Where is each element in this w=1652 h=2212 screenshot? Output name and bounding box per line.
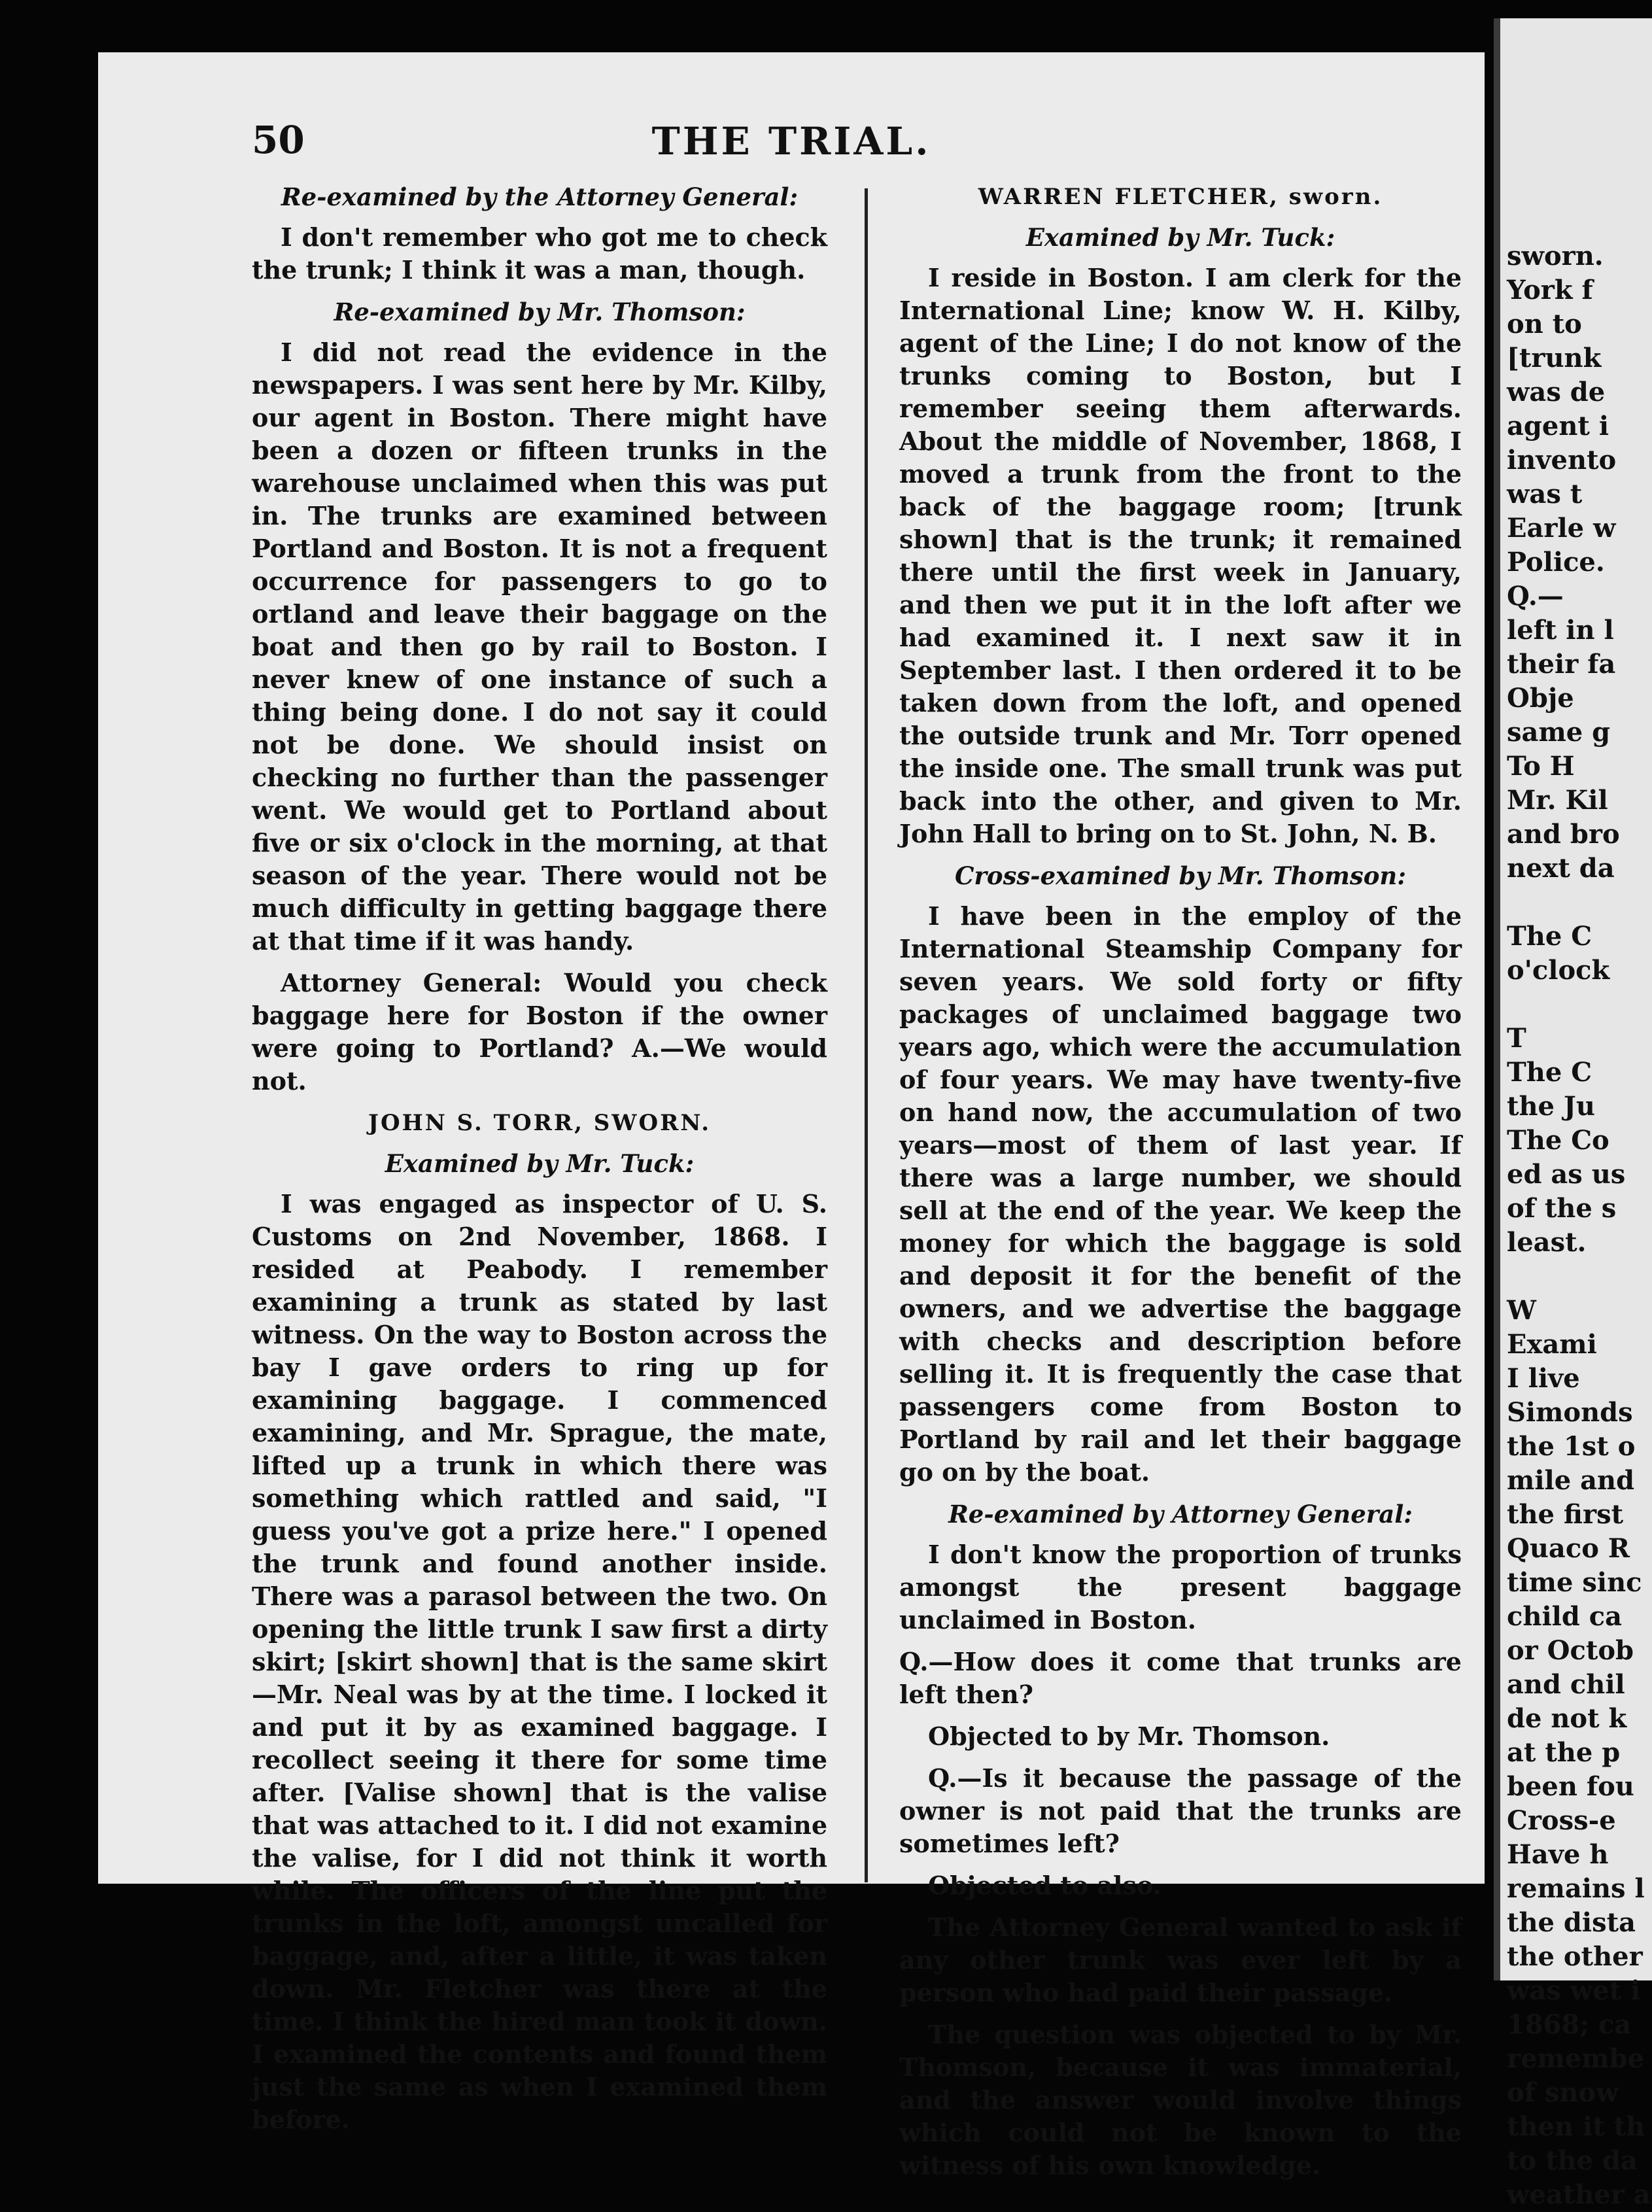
adjacent-page-line: and chil	[1507, 1669, 1625, 1700]
right-column	[899, 177, 1462, 2191]
adjacent-page-line: Police.	[1507, 547, 1605, 578]
adjacent-page-line: o'clock	[1507, 955, 1610, 986]
adjacent-page-line: The C	[1507, 1057, 1592, 1088]
section-heading: Re-examined by Attorney General:	[948, 1500, 1413, 1529]
paragraph: I have been in the employ of the International Steamship Company for seven years. We sold forty or fifty packages of unclaimed baggage two years ago, which were the accumulation of four years. We may have twenty-five on hand now, the accumulation of two years—most of them of last year. If there was a large number, we should sell at the end of the year. We keep the money for which the baggage is sold and deposit it for the benefit of the owners, and we advertise the baggage with checks and description before selling it. It is frequently the case that passengers come from Boston to Portland by rail and let their baggage go on by the boat.	[899, 901, 1462, 1487]
adjacent-page-line: York f	[1507, 275, 1593, 305]
book-page	[98, 52, 1485, 2180]
adjacent-page-line	[1507, 886, 1651, 920]
adjacent-page-line: the other	[1507, 1941, 1643, 1972]
paragraph: I reside in Boston. I am clerk for the International Line; know W. H. Kilby, agent of the Line; I do not know of the trunks coming to Boston, but I remember seeing them afterwards. About the middle of November, 1868, I moved a trunk from the front to the back of the baggage room; [trunk shown] that is the trunk; it remained there until the first week in January, and then we put it in the loft after we had examined it. I next saw it in September last. I then ordered it to be taken down from the loft, and opened the outside trunk and Mr. Torr opened the inside one. The small trunk was put back into the other, and given to Mr. John Hall to bring on to St. John, N. B.	[899, 263, 1462, 848]
adjacent-page-line: The Co	[1507, 1125, 1609, 1156]
adjacent-page-line: Cross-e	[1507, 1805, 1616, 1836]
paragraph: I was engaged as inspector of U. S. Customs on 2nd November, 1868. I resided at Peabody. I remember examining a trunk as stated by last witness. On the way to Boston across the bay I gave orders to ring up for examining baggage. I commenced examining, and Mr. Sprague, the mate, lifted up a trunk in which there was something which rattled and said, "I guess you've got a prize here." I opened the trunk and found another inside. There was a parasol between the two. On opening the little trunk I saw first a dirty skirt; [skirt shown] that is the same skirt—Mr. Neal was by at the time. I locked it and put it by as examined baggage. I recollect seeing it there for some time after. [Valise shown] that is the valise that was attached to it. I did not examine the valise, for I did not think it worth while. The officers of the line put the trunks in the loft, amongst uncalled for baggage, and, after a little, it was taken down. Mr. Fletcher was there at the time. I think the hired man took it down. I examined the contents and found them just the same as when I examined them before.	[252, 1189, 827, 2134]
section-heading: Re-examined by Mr. Thomson:	[334, 298, 746, 326]
adjacent-page-line: least.	[1507, 1227, 1587, 1258]
adjacent-page-line: [trunk	[1507, 343, 1602, 373]
adjacent-page-line: remembe	[1507, 2043, 1645, 2074]
paragraph: Objected to by Mr. Thomson.	[928, 1721, 1330, 1751]
adjacent-page-line: Obje	[1507, 683, 1574, 714]
running-head: THE TRIAL.	[651, 119, 931, 164]
adjacent-page-line	[1507, 1260, 1651, 1294]
adjacent-page-line: remains l	[1507, 1873, 1645, 1904]
adjacent-page-line: W	[1507, 1295, 1536, 1326]
adjacent-page-line: The C	[1507, 921, 1592, 952]
paragraph: The question was objected to by Mr. Thomson, because it was immaterial, and the answer would involve things which could not be known to the witness of his own knowledge.	[899, 2020, 1462, 2180]
adjacent-page-line: child ca	[1507, 1601, 1622, 1632]
adjacent-page-line: at the p	[1507, 1737, 1621, 1768]
adjacent-page-line: was t	[1507, 479, 1583, 510]
adjacent-page-line: been fou	[1507, 1771, 1634, 1802]
adjacent-page-line: Q.—	[1507, 581, 1564, 612]
adjacent-page-line: the dista	[1507, 1907, 1636, 1938]
column-divider	[865, 188, 868, 1882]
adjacent-page-line: invento	[1507, 445, 1617, 475]
adjacent-page-line	[1507, 988, 1651, 1022]
adjacent-page-line: Simonds	[1507, 1397, 1633, 1428]
adjacent-page-line: ed as us	[1507, 1159, 1626, 1190]
witness-heading: WARREN FLETCHER, sworn.	[978, 184, 1383, 210]
adjacent-page-line: same g	[1507, 717, 1611, 748]
paragraph: Objected to also.	[928, 1871, 1162, 1900]
adjacent-page-line: To H	[1507, 751, 1575, 782]
adjacent-page-edge	[1494, 18, 1652, 2210]
adjacent-page-line: next da	[1507, 853, 1615, 884]
adjacent-page-line: to the da	[1507, 2145, 1638, 2176]
witness-heading: JOHN S. TORR, SWORN.	[368, 1110, 712, 1136]
adjacent-page-line: sworn.	[1507, 241, 1604, 271]
adjacent-page-line: the first	[1507, 1499, 1624, 1530]
adjacent-page-line: T	[1507, 1023, 1526, 1054]
adjacent-page-line: Mr. Kil	[1507, 785, 1608, 816]
adjacent-page-line: on to	[1507, 309, 1582, 339]
adjacent-page-line: Earle w	[1507, 513, 1616, 544]
paragraph: I don't know the proportion of trunks amongst the present baggage unclaimed in Boston.	[899, 1540, 1462, 1634]
adjacent-page-line: time sinc	[1507, 1567, 1642, 1598]
paragraph: I don't remember who got me to check the trunk; I think it was a man, though.	[252, 222, 827, 285]
adjacent-page-line: I live	[1507, 1363, 1580, 1394]
paragraph: Q.—Is it because the passage of the owner is not paid that the trunks are sometimes left?	[899, 1763, 1462, 1858]
adjacent-page-line: Exami	[1507, 1329, 1597, 1360]
adjacent-page-line: Quaco R	[1507, 1533, 1630, 1564]
adjacent-page-line: weather a	[1507, 2179, 1651, 2210]
paragraph: Q.—How does it come that trunks are left then?	[899, 1647, 1462, 1709]
section-heading: Examined by Mr. Tuck:	[1025, 223, 1335, 252]
section-heading: Cross-examined by Mr. Thomson:	[954, 861, 1406, 890]
paragraph: The Attorney General wanted to ask if any other trunk was ever left by a person who had paid their passage.	[899, 1912, 1462, 2007]
adjacent-page-line: 1868; ca	[1507, 2009, 1632, 2040]
adjacent-page-line: was wet i	[1507, 1975, 1641, 2006]
adjacent-page-line: or Octob	[1507, 1635, 1634, 1666]
paragraph: I did not read the evidence in the newspapers. I was sent here by Mr. Kilby, our agent in Boston. There might have been a dozen or fifteen trunks in the warehouse unclaimed when this was put in. The trunks are examined between Portland and Boston. It is not a frequent occurrence for passengers to go to ortland and leave their baggage on the boat and then go by rail to Boston. I never knew of one instance of such a thing being done. I do not say it could not be done. We should insist on checking no further than the passenger went. We would get to Portland about five or six o'clock in the morning, at that season of the year. There would not be much difficulty in getting baggage there at that time if it was handy.	[252, 337, 827, 956]
adjacent-page-line: of the s	[1507, 1193, 1617, 1224]
adjacent-page-line: their fa	[1507, 649, 1616, 680]
adjacent-page-line: de not k	[1507, 1703, 1627, 1734]
adjacent-page-text	[1507, 239, 1651, 2212]
paragraph: Attorney General: Would you check baggage here for Boston if the owner were going to Portland? A.—We would not.	[252, 968, 827, 1096]
adjacent-page-line: then it th	[1507, 2111, 1645, 2142]
adjacent-page-line: Have h	[1507, 1839, 1609, 1870]
adjacent-page-line: mile and	[1507, 1465, 1635, 1496]
adjacent-page-line: the Ju	[1507, 1091, 1595, 1122]
adjacent-page-line: the 1st o	[1507, 1431, 1636, 1462]
section-heading: Re-examined by the Attorney General:	[281, 182, 799, 211]
adjacent-page-line: was de	[1507, 377, 1606, 407]
adjacent-page-line: agent i	[1507, 411, 1609, 441]
adjacent-page-line: of snow	[1507, 2077, 1619, 2108]
section-heading: Examined by Mr. Tuck:	[385, 1149, 695, 1178]
adjacent-page-line: left in l	[1507, 615, 1614, 646]
left-column	[252, 177, 827, 2145]
page-number: 50	[252, 118, 305, 162]
adjacent-page-line: and bro	[1507, 819, 1620, 850]
